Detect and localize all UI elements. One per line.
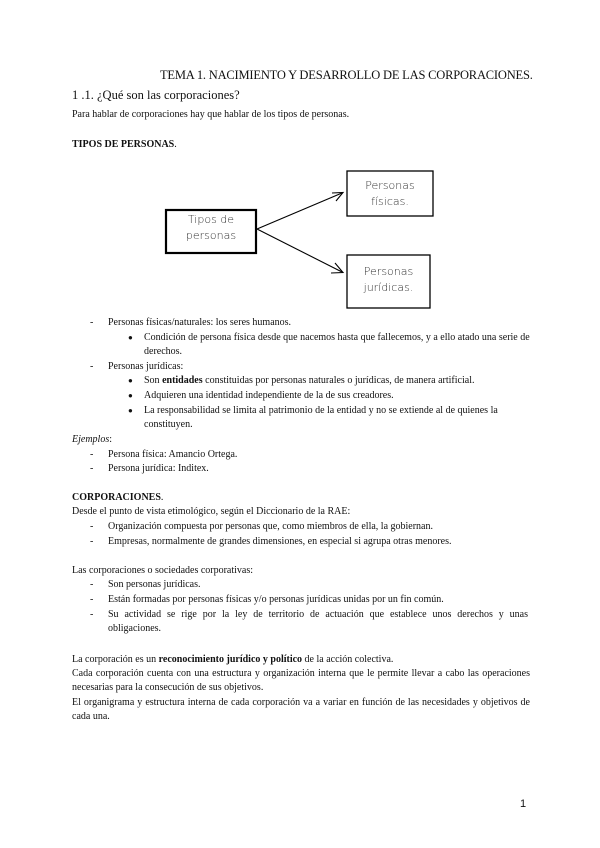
root-label-line2: personas: [185, 229, 237, 242]
ejemplo-fisica: Persona física: Amancio Ortega.: [108, 449, 238, 460]
fisicas-box-label: Personas físicas.: [365, 179, 415, 208]
corporaciones-heading: [72, 492, 163, 503]
sociedades-item1: Son personas jurídicas.: [108, 579, 201, 590]
sociedades-item2: Están formadas por personas físicas y/o personas jurídicas unidas por un fin común.: [108, 594, 444, 605]
section-subtitle: 1 .1. ¿Qué son las corporaciones?: [72, 88, 240, 102]
arrow-to-fisicas: [257, 193, 342, 229]
root-label-line1: Tipos de: [187, 213, 235, 226]
rae-def1: Organización compuesta por personas que, como miembros de ella, la gobiernan.: [108, 521, 433, 532]
juridicas-sub1: [144, 374, 474, 388]
reconocimiento-paragraph: [72, 653, 393, 667]
ejemplos-label: [72, 433, 112, 447]
bullet-marker: ●: [128, 391, 133, 400]
dash-marker: -: [90, 521, 94, 532]
bullet-marker: ●: [128, 376, 133, 385]
ejemplos-label-text: Ejemplos: [72, 434, 110, 445]
fisicas-sub1: Condición de persona física desde que nacemos hasta que fallecemos, y a ello atado una serie de derechos.: [144, 332, 530, 357]
tipos-heading-text: TIPOS DE PERSONAS: [72, 139, 175, 150]
fisicas-item: Personas físicas/naturales: los seres humanos.: [108, 317, 292, 328]
juridicas-sub1-post: constituidas por personas naturales o jurídicas, de manera artificial.: [202, 375, 475, 386]
rae-def2: Empresas, normalmente de grandes dimensiones, en especial si agrupa otras menores.: [108, 536, 452, 547]
page-title: TEMA 1. NACIMIENTO Y DESARROLLO DE LAS CORPORACIONES.: [160, 68, 533, 82]
root-box-label: [166, 212, 256, 244]
juridicas-item: Personas jurídicas:: [108, 361, 184, 372]
reconocimiento-post: de la acción colectiva.: [302, 654, 394, 665]
reconocimiento-bold: reconocimiento jurídico y político: [158, 654, 303, 665]
juridicas-label-line2: jurídicas.: [363, 281, 414, 294]
corporaciones-heading-dot: .: [160, 492, 164, 503]
juridicas-sub1-bold: entidades: [162, 375, 203, 386]
sociedades-item3: Su actividad se rige por la ley de territorio de actuación que establece unos derechos y unas obligaciones.: [108, 609, 528, 634]
ejemplo-juridica: Persona jurídica: Inditex.: [108, 463, 209, 474]
tipos-heading-dot: .: [174, 139, 177, 150]
bullet-marker: ●: [128, 333, 133, 342]
dash-marker: -: [90, 594, 94, 605]
juridicas-box-label: [347, 264, 430, 296]
tipos-heading: [72, 139, 177, 150]
juridicas-sub3: La responsabilidad se limita al patrimonio de la entidad y no se extiende al de quienes la constituyen.: [144, 405, 498, 430]
sociedades-intro: Las corporaciones o sociedades corporativas:: [72, 565, 254, 576]
dash-marker: -: [90, 579, 94, 590]
dash-marker: -: [90, 449, 94, 460]
page-number: 1: [520, 798, 527, 810]
arrow-to-juridicas: [257, 229, 342, 272]
organigrama-paragraph: El organigrama y estructura interna de cada corporación va a variar en función de las necesidades y objetivos de cada una.: [72, 697, 530, 722]
cada-paragraph: Cada corporación cuenta con una estructura y organización interna que le permite llevar a cabo las operaciones necesarias para la consecución de sus objetivos.: [72, 668, 530, 693]
intro-paragraph: Para hablar de corporaciones hay que hablar de los tipos de personas.: [72, 109, 350, 120]
desde-paragraph: Desde el punto de vista etimológico, según el Diccionario de la RAE:: [72, 506, 351, 517]
dash-marker: -: [90, 361, 94, 372]
dash-marker: -: [90, 463, 94, 474]
corporaciones-heading-text: CORPORACIONES: [72, 492, 161, 503]
juridicas-label-line1: Personas: [363, 265, 414, 278]
dash-marker: -: [90, 317, 94, 328]
dash-marker: -: [90, 609, 94, 620]
bullet-marker: ●: [128, 406, 133, 415]
dash-marker: -: [90, 536, 94, 547]
reconocimiento-pre: La corporación es un: [72, 654, 159, 665]
juridicas-sub1-pre: Son: [144, 375, 163, 386]
juridicas-sub2: Adquieren una identidad independiente de la de sus creadores.: [144, 390, 394, 401]
ejemplos-label-colon: :: [109, 434, 112, 445]
